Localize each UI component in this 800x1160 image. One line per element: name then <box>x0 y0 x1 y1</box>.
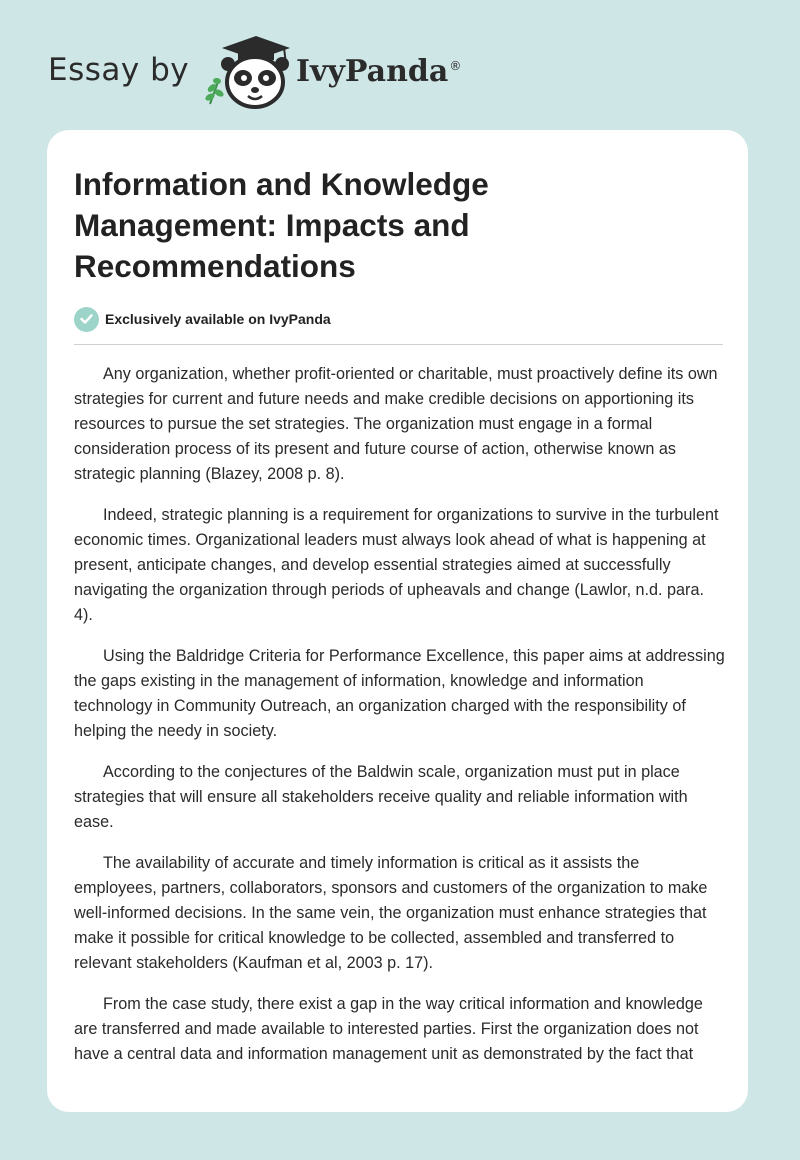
paragraph: Indeed, strategic planning is a requirement for organizations to survive in the turbulent economic times. Organizational leaders must always look ahead of what is happening at present, anticipate changes, and develop essential strategies aimed at successfully navigating the organization through periods of upheavals and change (Lawlor, n.d. para. 4). <box>74 506 719 624</box>
check-circle-icon <box>74 307 99 332</box>
brand-name-text: IvyPanda <box>296 54 449 89</box>
brand-name <box>296 54 461 89</box>
divider <box>74 344 723 345</box>
exclusive-badge-label: Exclusively available on IvyPanda <box>105 311 331 327</box>
paragraph: According to the conjectures of the Baldwin scale, organization must put in place strategies that will ensure all stakeholders receive quality and reliable information with ease. <box>74 763 688 831</box>
page-title: Information and Knowledge Management: Impacts and Recommendations <box>74 166 489 284</box>
brand-prefix: Essay by <box>48 52 190 88</box>
brand-header <box>48 30 508 110</box>
exclusive-badge <box>74 306 331 332</box>
registered-mark: ® <box>449 59 462 73</box>
paragraph: The availability of accurate and timely information is critical as it assists the employees, partners, collaborators, sponsors and customers of the organization to make well-informed decisions. In the same vein, the organization must enhance strategies that make it possible for critical knowledge to be collected, assembled and transferred to relevant stakeholders (Kaufman et al, 2003 p. 17). <box>74 854 708 972</box>
essay-body <box>74 362 726 1083</box>
paragraph: From the case study, there exist a gap in the way critical information and knowledge are transferred and made available to interested parties. First the organization does not have a central data and information management unit as demonstrated by the fact that <box>74 995 703 1063</box>
paragraph: Any organization, whether profit-oriented or charitable, must proactively define its own strategies for current and future needs and make credible decisions on apportioning its resources to pursue the set strategies. The organization must engage in a formal consideration process of its present and future course of action, otherwise known as strategic planning (Blazey, 2008 p. 8). <box>74 365 718 483</box>
panda-logo-icon <box>200 34 290 110</box>
paragraph: Using the Baldridge Criteria for Performance Excellence, this paper aims at addressing the gaps existing in the management of information, knowledge and information technology in Community Outreach, an organization charged with the responsibility of helping the needy in society. <box>74 647 725 740</box>
essay-card <box>47 130 748 1112</box>
leaf-icon <box>204 77 225 104</box>
